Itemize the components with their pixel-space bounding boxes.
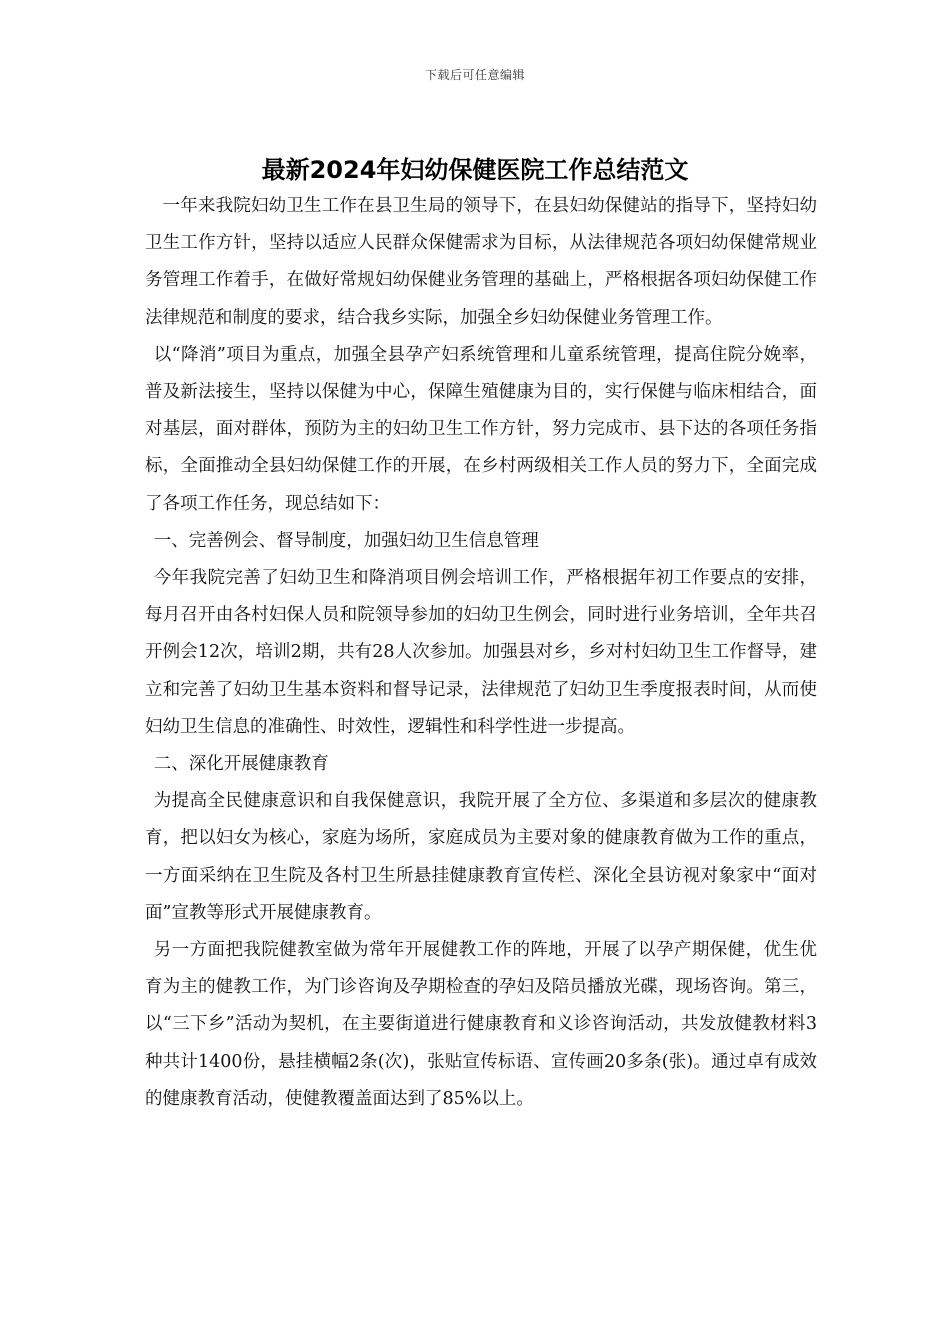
- document-body: [145, 188, 817, 1118]
- header-note: 下载后可任意编辑: [424, 68, 525, 82]
- section-heading-2: 二、深化开展健康教育: [153, 754, 329, 775]
- paragraph-section-2a: 为提高全民健康意识和自我保健意识，我院开展了全方位、多渠道和多层次的健康教育，把以妇女为核心，家庭为场所，家庭成员为主要对象的健康教育做为工作的重点，一方面采纳在卫生院及各村卫生所悬挂健康教育宣传栏、深化全县访视对象家中“面对面”宣教等形式开展健康教育。: [145, 791, 817, 923]
- paragraph-section-2b: 另一方面把我院健教室做为常年开展健教工作的阵地，开展了以孕产期保健，优生优育为主的健教工作，为门诊咨询及孕期检查的孕妇及陪员播放光碟，现场咨询。第三，以“三下乡”活动为契机，在主要街道进行健康教育和义诊咨询活动，共发放健教材料3种共计1400份，悬挂横幅2条(次)，张贴宣传标语、宣传画20多条(张)。通过卓有成效的健康教育活动，使健教覆盖面达到了85%以上。: [145, 940, 817, 1109]
- document-title: 最新2024年妇幼保健医院工作总结范文: [261, 156, 689, 184]
- paragraph-section-1: 今年我院完善了妇幼卫生和降消项目例会培训工作，严格根据年初工作要点的安排，每月召开由各村妇保人员和院领导参加的妇幼卫生例会，同时进行业务培训，全年共召开例会12次，培训2期，共有28人次参加。加强县对乡，乡对村妇幼卫生工作督导，建立和完善了妇幼卫生基本资料和督导记录，法律规范了妇幼卫生季度报表时间，从而使妇幼卫生信息的准确性、时效性，逻辑性和科学性进一步提高。: [145, 568, 817, 737]
- paragraph-focus: 以“降消”项目为重点，加强全县孕产妇系统管理和儿童系统管理，提高住院分娩率，普及新法接生，坚持以保健为中心，保障生殖健康为目的，实行保健与临床相结合，面对基层，面对群体，预防为主的妇幼卫生工作方针，努力完成市、县下达的各项任务指标，全面推动全县妇幼保健工作的开展，在乡村两级相关工作人员的努力下，全面完成了各项工作任务，现总结如下：: [145, 344, 817, 514]
- paragraph-intro: 一年来我院妇幼卫生工作在县卫生局的领导下，在县妇幼保健站的指导下，坚持妇幼卫生工作方针，坚持以适应人民群众保健需求为目标，从法律规范各项妇幼保健常规业务管理工作着手，在做好常规妇幼保健业务管理的基础上，严格根据各项妇幼保健工作法律规范和制度的要求，结合我乡实际，加强全乡妇幼保健业务管理工作。: [145, 196, 817, 328]
- section-heading-1: 一、完善例会、督导制度，加强妇幼卫生信息管理: [153, 530, 539, 551]
